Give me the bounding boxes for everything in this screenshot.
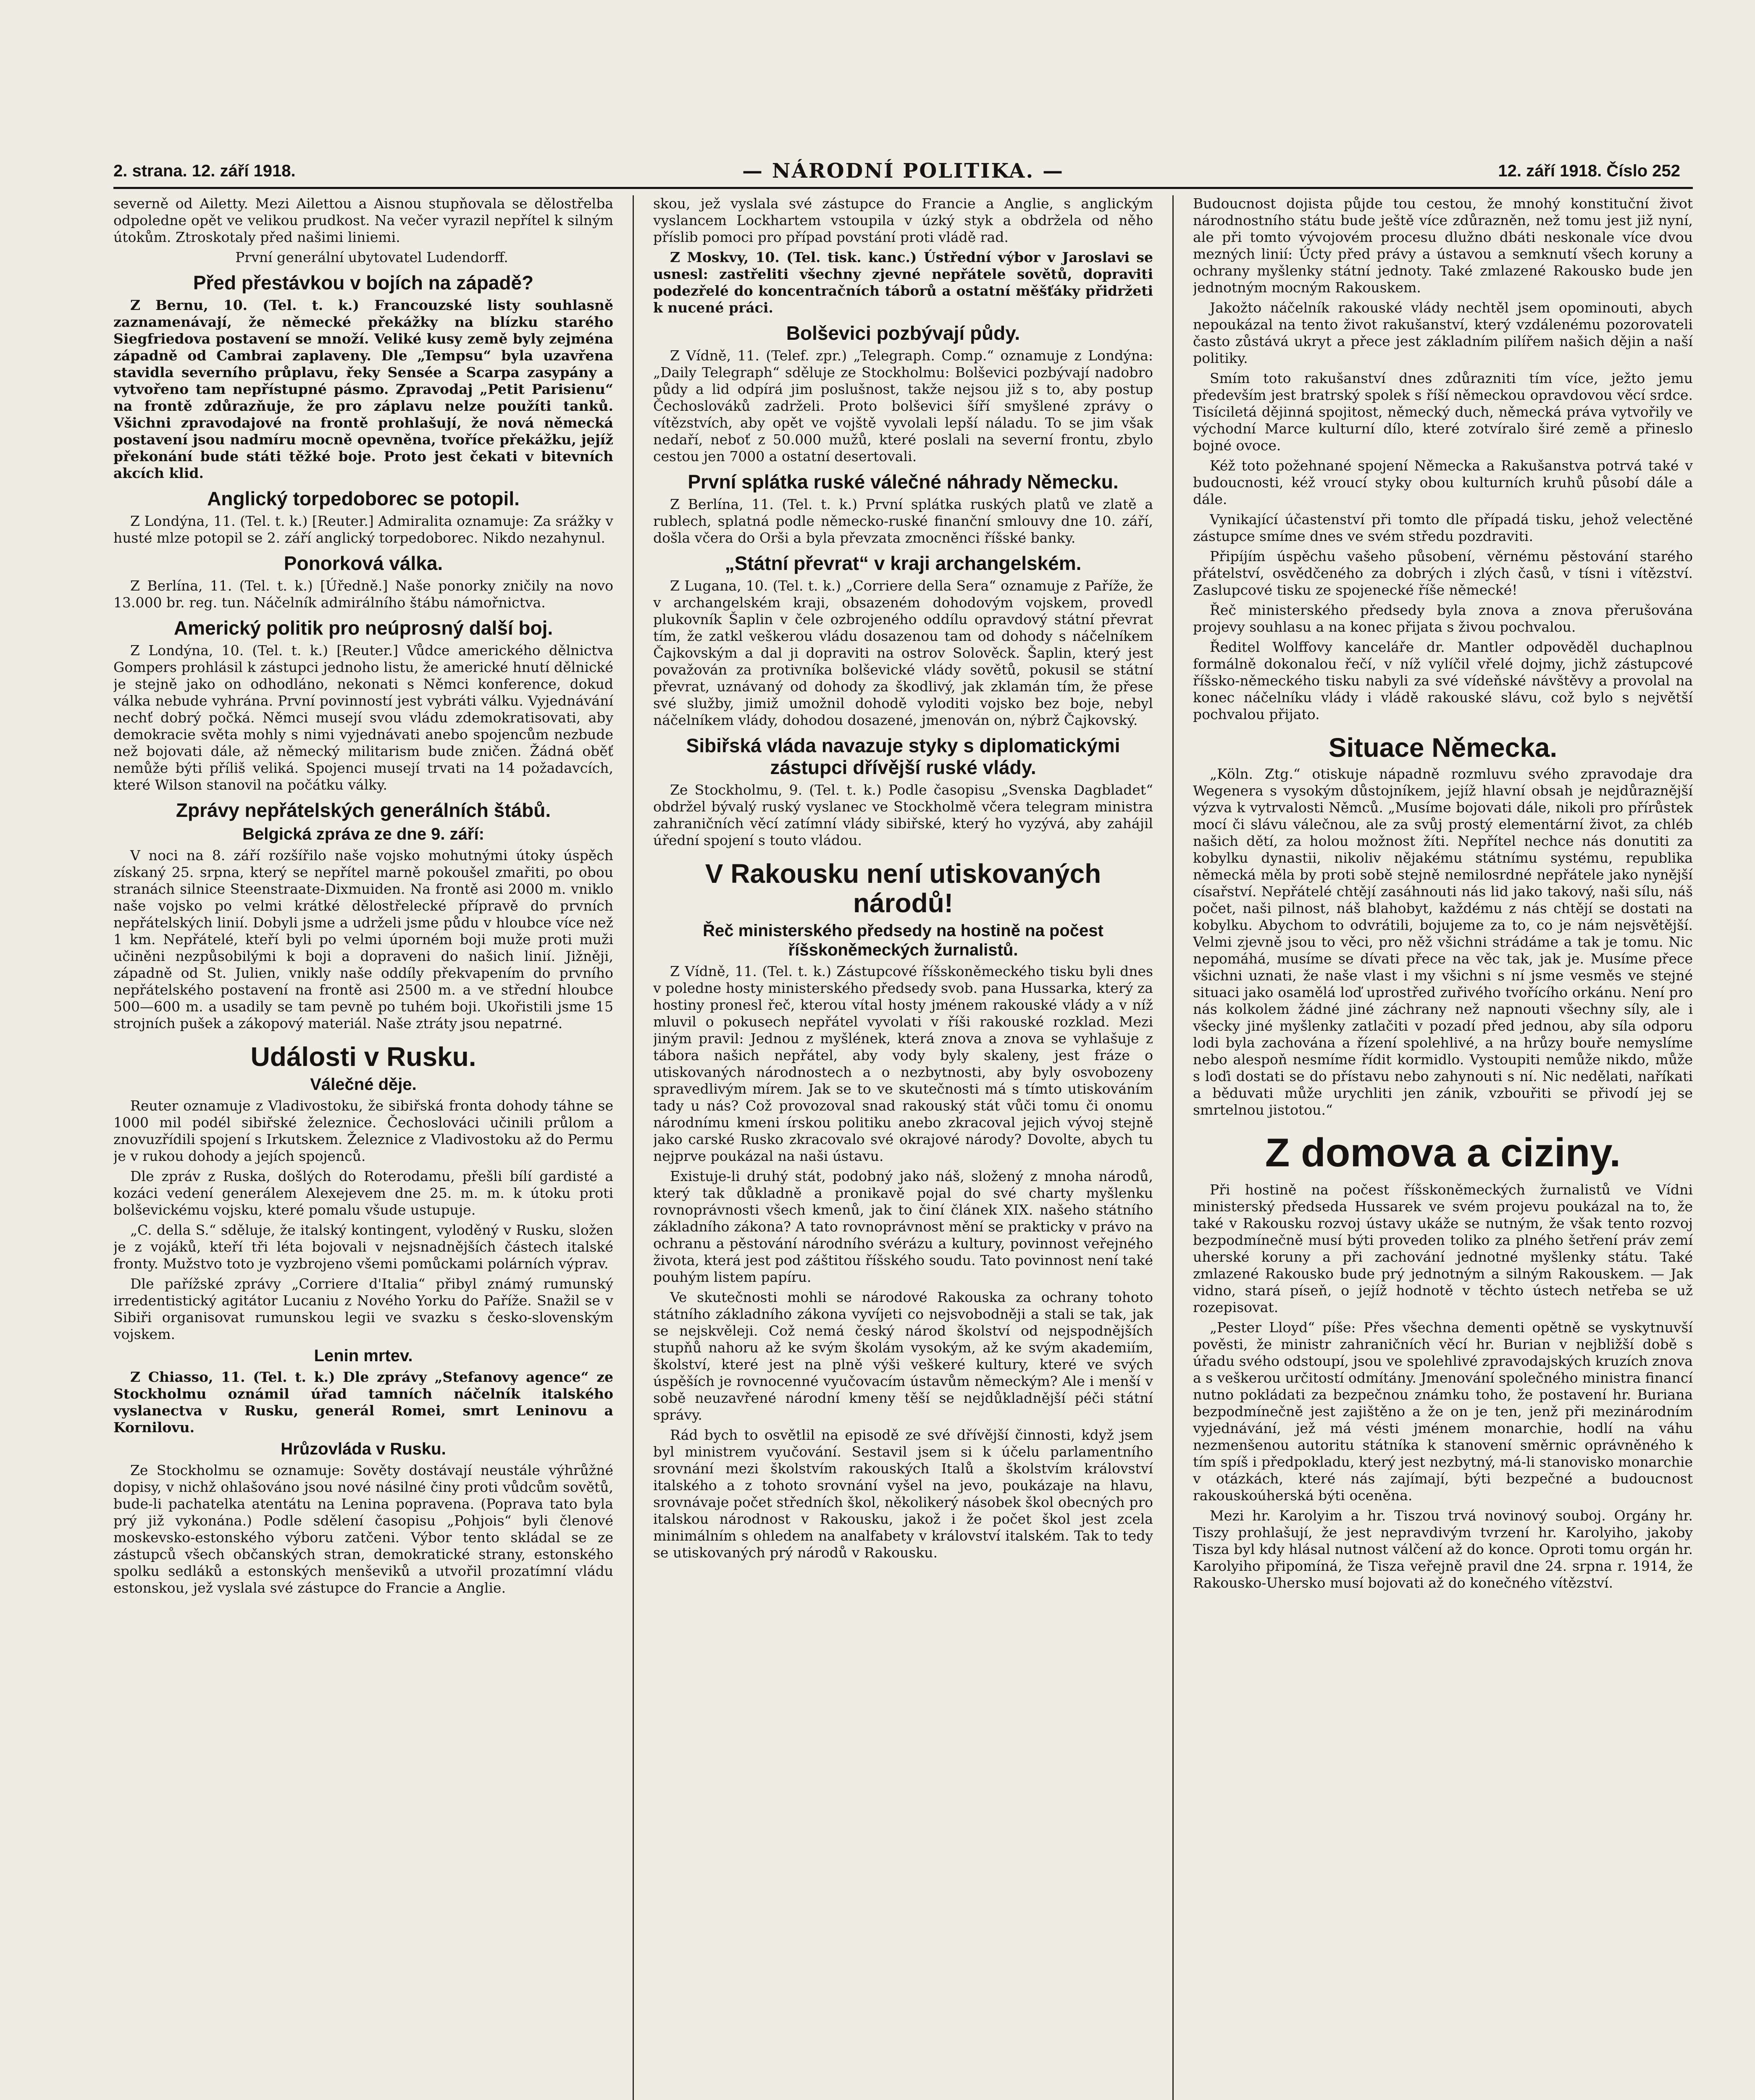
article-text: Z Bernu, 10. (Tel. t. k.) Francouzské listy souhlasně zaznamenávají, že německé překážky na blízku starého Siegfriedova postavení se množí. Veliké kusy země byly zejména západně od Cambrai zaplaveny. Dle „Tempsu“ byla uzavřena stavidla severního průplavu, řeky Sensée a Scarpa zasypány a vytvořeno tam nepřístupné pásmo. Zpravodaj „Petit Parisienu“ na frontě zdůrazňuje, že pro záplavu nelze použíti tanků. Všichni zpravodajové na frontě prohlašují, že nová německá postavení jsou nadmíru mocně opevněna, tvoříce překážku, jejíž překonání bude státi těžké boje. Proto jest čekati v bitevních akcích klid. — [113, 297, 613, 481]
article-text: Kéž toto požehnané spojení Německa a Rakušanstva potrvá také v budoucnosti, kéž vroucí styky obou kulturních kruhů působí dále a dále. — [1193, 457, 1693, 507]
article-text: Smím toto rakušanství dnes zdůrazniti tím více, ježto jemu především jest bratrský spolek s říší německou opravdovou věcí srdce. Tisíciletá dějinná spojitost, německý duch, německá práva vytvořily ve východní Marce kulturní dílo, které zotvíralo širé země a přineslo bojné ovoce. — [1193, 370, 1693, 454]
newspaper-title: — NÁRODNÍ POLITIKA. — — [742, 159, 1064, 183]
subheadline-lenin-mrtev: Lenin mrtev. — [314, 1347, 413, 1365]
article-text: Jakožto náčelník rakouské vlády nechtěl jsem opominouti, abych nepoukázal na tento život rakušanství, který vzdálenému pozorovateli často zůstává ukryt a přece jest základním pilířem našich dějin a naší politiky. — [1193, 299, 1693, 366]
column-3 — [1193, 195, 1693, 2100]
column-divider — [633, 195, 634, 2100]
headline-zpravy-stabu: Zprávy nepřátelských generálních štábů. — [176, 799, 551, 821]
subheadline-hruzovlada: Hrůzovláda v Rusku. — [281, 1440, 446, 1458]
article-text: Reuter oznamuje z Vladivostoku, že sibiřská fronta dohody táhne se 1000 mil podél sibiřské železnice. Čechoslováci učinili průlom a znovuzřídili spojení s Irkutskem. Železnice z Vladivostoku až do Permu je v rukou dohody a jejích spojenců. — [113, 1097, 613, 1164]
article-text: V noci na 8. září rozšířilo naše vojsko mohutnými útoky úspěch získaný 25. srpna, který se nepřítel marně pokoušel zmařiti, po obou stranách silnice Steenstraate-Dixmuiden. Na frontě asi 2000 m. vniklo naše vojsko po velmi krátké dělostřelecké přípravě do prvních nepřátelských linií. Dobyli jsme a udrželi jsme půdu v hloubce více než 1 km. Nepřátelé, kteří byli po velmi úporném boji muže proti muži učiněni nezpůsobilými k boji a dopraveni do našich linií. Jižněji, západně od St. Julien, vnikly naše oddíly překvapením do prvního nepřátelského postavení na frontě asi 2500 m. a ve střední hloubce 500—600 m. a usadily se tam pevně po tuhém boji. Ukořistili jsme 15 strojních pušek a zákopový materiál. Naše ztráty jsou nepatrné. — [113, 847, 613, 1032]
article-text: Existuje-li druhý stát, podobný jako náš, složený z mnoha národů, který tak důkladně a pronikavě pojal do své charty myšlenku rovnoprávnosti všech kmenů, jak to činí článek XIX. našeho státního základního zákona? A tato rovnoprávnost mění se prakticky v právo na ochranu a pěstování národního svérázu a kultury, povinnost veřejného života, která jest pod záštitou říšského soudu. Tato povinnost není také pouhým listem papíru. — [653, 1168, 1153, 1285]
headline-prvni-splatka: První splátka ruské válečné náhrady Německu. — [688, 471, 1119, 493]
article-text: severně od Ailetty. Mezi Ailettou a Aisnou stupňovala se dělostřelba odpoledne opět ve velikou prudkost. Na večer vyrazil nepřítel k silným útokům. Ztroskotaly před našimi liniemi. — [113, 195, 613, 245]
column-2 — [653, 195, 1153, 2100]
signature: První generální ubytovatel Ludendorff. — [235, 249, 508, 265]
article-text: Z Vídně, 11. (Telef. zpr.) „Telegraph. Comp.“ oznamuje z Londýna: „Daily Telegraph“ sděluje ze Stockholmu: Bolševici pozbývají nadobro půdy a lid odpírá jim poslušnost, takže nejsou již s to, aby postup Čechoslováků zadrželi. Proto bolševici šíří smyšlené zprávy o vítězstvích, aby opět ve vojště vyvolali lepší náladu. To se jim však nedaří, neboť z 50.000 mužů, které poslali na severní frontu, zbylo cestou jen 7000 a ostatní desertovali. — [653, 347, 1153, 465]
headline-z-domova-a-ciziny: Z domova a ciziny. — [1265, 1130, 1621, 1175]
article-text: Mezi hr. Karolyim a hr. Tiszou trvá novinový souboj. Orgány hr. Tiszy prohlašují, že jest nepravdivým tvrzení hr. Karolyiho, jakoby Tisza byl kdy hlásal nutnost válčení až do konce. Oproti tomu orgán hr. Karolyiho připomíná, že Tisza veřejně pravil dne 24. srpna r. 1914, že Rakousko-Uhersko musí bojovati až do konečného vítězství. — [1193, 1507, 1693, 1591]
article-text: Z Chiasso, 11. (Tel. t. k.) Dle zprávy „Stefanovy agence“ ze Stockholmu oznámil úřad tamních náčelník italského vyslanectva v Rusku, generál Romei, smrt Leninovu a Kornilovu. — [113, 1369, 613, 1436]
headline-prestavka: Před přestávkou v bojích na západě? — [193, 272, 534, 294]
article-text: Z Londýna, 10. (Tel. t. k.) [Reuter.] Vůdce amerického dělnictva Gompers prohlásil k zástupci jednoho listu, že americké hnutí dělnické je stejně jako on odhodláno, nekonati s Němci konference, dokud válka nebude vyhrána. První povinností jest vybráti válku. Vyjednávání nechť dobrý počká. Němci musejí svou vládu zdemokratisovati, aby demokracie světa mohly s nimi vyjednávati anebo spojencům nezbude než bojovati dále, až německý militarism bude zničen. Žádná oběť nemůže býti příliš veliká. Spojenci musejí trvati na 14 požadavcích, které Wilson stanovil na počátku války. — [113, 642, 613, 793]
article-text: „Köln. Ztg.“ otiskuje nápadně rozmluvu svého zpravodaje dra Wegenera s vysokým důstojníkem, jejíž hlavní obsah je nejdůraznější výzva k vytrvalosti Němců. „Musíme bojovati dále, nikoli pro přírůstek mocí či slávu válečnou, ale za svůj prostý elementární život, za chléb našich dětí, za holou možnost žíti. Nepřítel nechce nás donutiti za kobylku dynastii, nikoliv nějakému státnímu systému, republika německá měla by proti sobě stejně nemilosrdné nepřátele jako nynější císařství. Nepřátelé chtějí zasáhnouti nás lid jako takový, naši sílu, náš počet, naši pilnost, náš blahobyt, každému z nás chtějí se dostati na kobylku. Abychom to odvrátili, bojujeme za to, co je nám nejsvětější. Velmi zjevně jsou to věci, pro něž všichni strádáme a tak je tomu. Nic nepomáhá, musíme se dívati přece na věc tak, jak je. Musíme přece všichni uznati, že naše vlast i my všichni s ní jsme vesměs ve stejné situaci jako osamělá loď uprostřed zuřivého tvořícího orkánu. Není pro nás kolkolem žádné jiné záchrany než napnouti všechny síly, ale i všecky jiné myšlenky zatlačiti v pozadí před jednou, aby síla odporu lodi byla zachována a řízení spolehlivé, a na hrůzy bouře nemyslíme nebo alespoň nesmíme řídit kormidlo. Vystoupiti nemůže nikdo, může s loďi dostati se do přístavu nebo zahynouti s ní. Nic nedělati, naříkati a běduvati může urychliti jen zánik, vzbouřiti se přivodí jej se smrtelnou jistotou.“ — [1193, 766, 1693, 1118]
newspaper-page — [113, 126, 1693, 2100]
article-text: Ze Stockholmu, 9. (Tel. t. k.) Podle časopisu „Svenska Dagbladet“ obdržel bývalý ruský vyslanec ve Stockholmě včera telegram ministra zahraničních věcí zatímní vlády sibiřské, který ho vyzývá, aby zahájil úřední spojení s touto vládou. — [653, 782, 1153, 848]
article-text: Dle pařížské zprávy „Corriere d'Italia“ přibyl známý rumunský irredentistický agitátor Lucaniu z Nového Yorku do Paříže. Snažil se v Sibiři organisovat rumunskou legii ve svazku s česko-slovenským vojskem. — [113, 1276, 613, 1342]
headline-americky-politik: Americký politik pro neúprosný další boj. — [173, 617, 553, 639]
headline-bolsevici: Bolševici pozbývají půdy. — [786, 322, 1020, 344]
article-text: Ze Stockholmu se oznamuje: Sověty dostávají neustále výhrůžné dopisy, v nichž ohlašováno jsou nové násilné činy proti vůdcům sovětů, bude-li pachatelka atentátu na Lenina popravena. (Poprava tato byla prý již vykonána.) Podle sdělení časopisu „Pohjois“ byli členové moskevsko-estonského výboru zatčeni. Výbor tento skládal se ze zástupců všech občanských stran, demokratické strany, estonského spolku sedláků a estonských menševiků a utvořil prozatímní vládu estonskou, jež vyslala své zástupce do Francie a Anglie. — [113, 1462, 613, 1596]
masthead — [113, 159, 1693, 189]
article-text: Z Lugana, 10. (Tel. t. k.) „Corriere della Sera“ oznamuje z Paříže, že v archangelském kraji, obsazeném dohodovým vojskem, provedl plukovník Šaplin v čele ozbrojeného oddílu opravdový státní převrat tím, že zatkl veškerou vládu dosazenou tam od dohody s náčelníkem Čajkovským a dal ji dopraviti na ostrov Solověck. Šaplin, který jest považován za protivníka bolševické vlády sovětů, pokusil se státní převrat, uznávaný od dohody za škodlivý, jak zklamán tím, že přese své služby, jimiž umožnil dohodě vyloditi vojsko bez boje, nebyl náčelníkem vlády, dohodou dosazené, jmenován on, nýbrž Čajkovský. — [653, 578, 1153, 728]
article-text: Rád bych to osvětlil na episodě ze své dřívější činnosti, když jsem byl ministrem vyučování. Sestavil jsem si k účelu parlamentního srovnání mezi školstvím rakouských Italů a školstvím království italského a z tohoto srovnání vyšel na jevo, poukázaje na hlavu, srovnávaje počet středních škol, několikerý násobek škol obecných pro italskou národnost v Rakousku, jakož i že počet škol jest zcela minimálním s ohledem na analfabety v království italském. Tak to tedy se utiskovaných prý národů v Rakousku. — [653, 1427, 1153, 1561]
headline-sibirska-vlada: Sibiřská vláda navazuje styky s diplomatickými zástupci dřívější ruské vlády. — [686, 735, 1120, 778]
article-text: skou, jež vyslala své zástupce do Francie a Anglie, s anglickým vyslancem Lockhartem vstoupila v úzký styk a obdržela od něho příslib pomoci pro případ povstání proti vládě rad. — [653, 195, 1153, 245]
article-text: „Pester Lloyd“ píše: Přes všechna dementi opětně se vyskytnuvší pověsti, že ministr zahraničních věcí hr. Burian v nejbližší době s úřadu svého odstoupí, jsou ve spolehlivé zpravodajských kruzích znova a s veškerou určitostí odmítány. Jmenování společného ministra financí nutno pokládati za bezpečnou známku toho, že postavení hr. Buriana bezpodmínečně jest zajištěno a že on je ten, jenž při mezinárodním vyjednávání, jež má vésti jménem monarchie, hodlí na váhu nezmenšenou autoritu státníka k stanovení směrnic oprávněného k tím spíš i předpokladu, který jest nezbytný, má-li stanovisko monarchie v otázkách, které nás zajímají, býti bezpečné a budoucnost rakouskoúherská býti oceněna. — [1193, 1319, 1693, 1504]
headline-situace-nemecka: Situace Německa. — [1328, 732, 1558, 763]
article-text: „C. della S.“ sděluje, že italský kontingent, vyloděný v Rusku, složen je z vojáků, kteří tři léta bojovali v nejsnadnějších částech italské fronty. Mužstvo toto je vyzbrojeno všemi pomůckami polárních výprav. — [113, 1222, 613, 1272]
subheadline-valecne-deje: Válečné děje. — [310, 1075, 417, 1094]
article-text: Z Moskvy, 10. (Tel. tisk. kanc.) Ústřední výbor v Jaroslavi se usnesl: zastřeliti všechny zjevné nepřátele sovětů, dopraviti podezřelé do koncentračních táborů a ostatní měšťáky přidržeti k nucené práci. — [653, 249, 1153, 316]
article-text: Budoucnost dojista půjde tou cestou, že mnohý konstituční život národnostního státu bude ještě více zdůrazněn, než tomu jest již nyní, ale při tomto vývojovém procesu dlužno dbáti neskonale více dvou mezných linií: Úcty před právy a ústavou a semknutí všech koruny a ochrany myšlenky státní jednoty. Také zmlazené Rakousko bude jen jednotným mocným Rakouskem. — [1193, 195, 1693, 296]
article-text: Z Londýna, 11. (Tel. t. k.) [Reuter.] Admiralita oznamuje: Za srážky v husté mlze potopil se 2. září anglický torpedoborec. Nikdo nezahynul. — [113, 513, 613, 546]
subheadline-belgicka-zprava: Belgická zpráva ze dne 9. září: — [242, 825, 484, 843]
article-text: Ředitel Wolffovy kanceláře dr. Mantler odpověděl duchaplnou formálně dokonalou řečí, v níž vylíčil vřelé dojmy, jichž zástupcové říšsko-německého tisku nabyli za své vídeňské návštěvy a provolal na konec náčelníku vlády i vládě rakouské slávu, což bylo s největší pochvalou přijato. — [1193, 639, 1693, 722]
article-text: Z Vídně, 11. (Tel. t. k.) Zástupcové říšskoněmeckého tisku byli dnes v poledne hosty ministerského předsedy svob. pana Hussarka, který za hostiny pronesl řeč, kterou vítal hosty jménem rakouské vlády a v níž mluvil o pokusech nepřátel vyvolati v říši rakouské rozklad. Mezi jiným pravil: Jednou z myšlének, která znova a znova se vyhlašuje z tábora našich nepřátel, aby vody byly skaleny, jest fráze o utiskovaných národnostech a o nezbytnosti, aby byly osvobozeny spravedlivým mírem. Jak se to ve skutečnosti má s tímto utiskováním tady u nás? Což provozoval snad rakouský stát vůči tomu či onomu národnímu kmeni írskou politiku anebo zkracoval jejich vývoj stejně jako carské Rusko zkracovalo své okrajové národy? Dovolte, abych tu nejprve poukázal na naši ústavu. — [653, 963, 1153, 1164]
subheadline-rec-ministerskeho: Řeč ministerského předsedy na hostině na počest říšskoněmeckých žurnalistů. — [703, 921, 1103, 959]
article-text: Vynikající účastenství při tomto dle případá tisku, jehož velectěné zástupce smíme dnes ve svém středu pozdraviti. — [1193, 511, 1693, 544]
article-text: Při hostině na počest říšskoněmeckých žurnalistů ve Vídni ministerský předseda Hussarek ve svém projevu poukázal na to, že také v Rakousku rozvoj ústavy ukáže se nutným, že však tento rozvoj bezpodmínečně musí býti proveden toliko za plného šetření práv zemí uherské koruny a při zachování jednotné myšlenky státu. Také zmlazené Rakousko bude prý jednotným a silným Rakouskem. — Jak vidno, stará píseň, o jejíž hodnotě v těchto ústech netřeba se už rozepisovat. — [1193, 1181, 1693, 1315]
headline-torpedoborec: Anglický torpedoborec se potopil. — [207, 488, 520, 509]
headline-udalosti-v-rusku: Události v Rusku. — [250, 1042, 476, 1072]
article-text: Ve skutečnosti mohli se národové Rakouska za ochrany tohoto státního základního zákona vyvíjeti co nejsvobodněji a stali se tak, jak se nejskvěleji. Což nemá český národ školství od nejspodnějších stupňů nahoru až ke svým školám vysokým, až ke svým akademiím, školství, které jest na plně výši veškeré kultury, které ve svých úspěších je rovnocenné vyučovacím ústavům německým? Ale i menší v sobě neuzavřené národní kmeny těší se nejdůkladnější péči státní správy. — [653, 1289, 1153, 1423]
headline-ponorkova-valka: Ponorková válka. — [284, 552, 443, 574]
headline-statni-prevrat: „Státní převrat“ v kraji archangelském. — [725, 552, 1082, 574]
columns — [113, 195, 1693, 2100]
issue-info: 12. září 1918. Číslo 252 — [1498, 162, 1680, 180]
article-text: Dle zpráv z Ruska, došlých do Roterodamu, přešli bílí gardisté a kozáci vedení generálem Alexejevem dne 25. m. m. k útoku proti bolševickému vojsku, které pomalu všude ustupuje. — [113, 1168, 613, 1218]
column-1 — [113, 195, 613, 2100]
article-text: Z Berlína, 11. (Tel. t. k.) První splátka ruských platů ve zlatě a rublech, splatná podle německo-ruské finanční smlouvy dne 10. září, došla včera do Orši a byla převzata zmocněnci říšské banky. — [653, 496, 1153, 546]
article-text: Z Berlína, 11. (Tel. t. k.) [Úředně.] Naše ponorky zničily na novo 13.000 br. reg. tun. Náčelník admirálního štábu námořnictva. — [113, 578, 613, 611]
article-text: Připíjím úspěchu vašeho působení, věrnému pěstování starého přátelství, osvědčeného za dobrých i zlých časů, v tísni i vítězství. Zaslupcové tisku ze spojenecké říše německé! — [1193, 548, 1693, 598]
article-text: Řeč ministerského předsedy byla znova a znova přerušována projevy souhlasu a na konec přijata s živou pochvalou. — [1193, 602, 1693, 635]
page-number-date: 2. strana. 12. září 1918. — [113, 162, 296, 180]
headline-v-rakousku: V Rakousku není utiskovaných národů! — [705, 858, 1101, 918]
column-divider — [1172, 195, 1174, 2100]
